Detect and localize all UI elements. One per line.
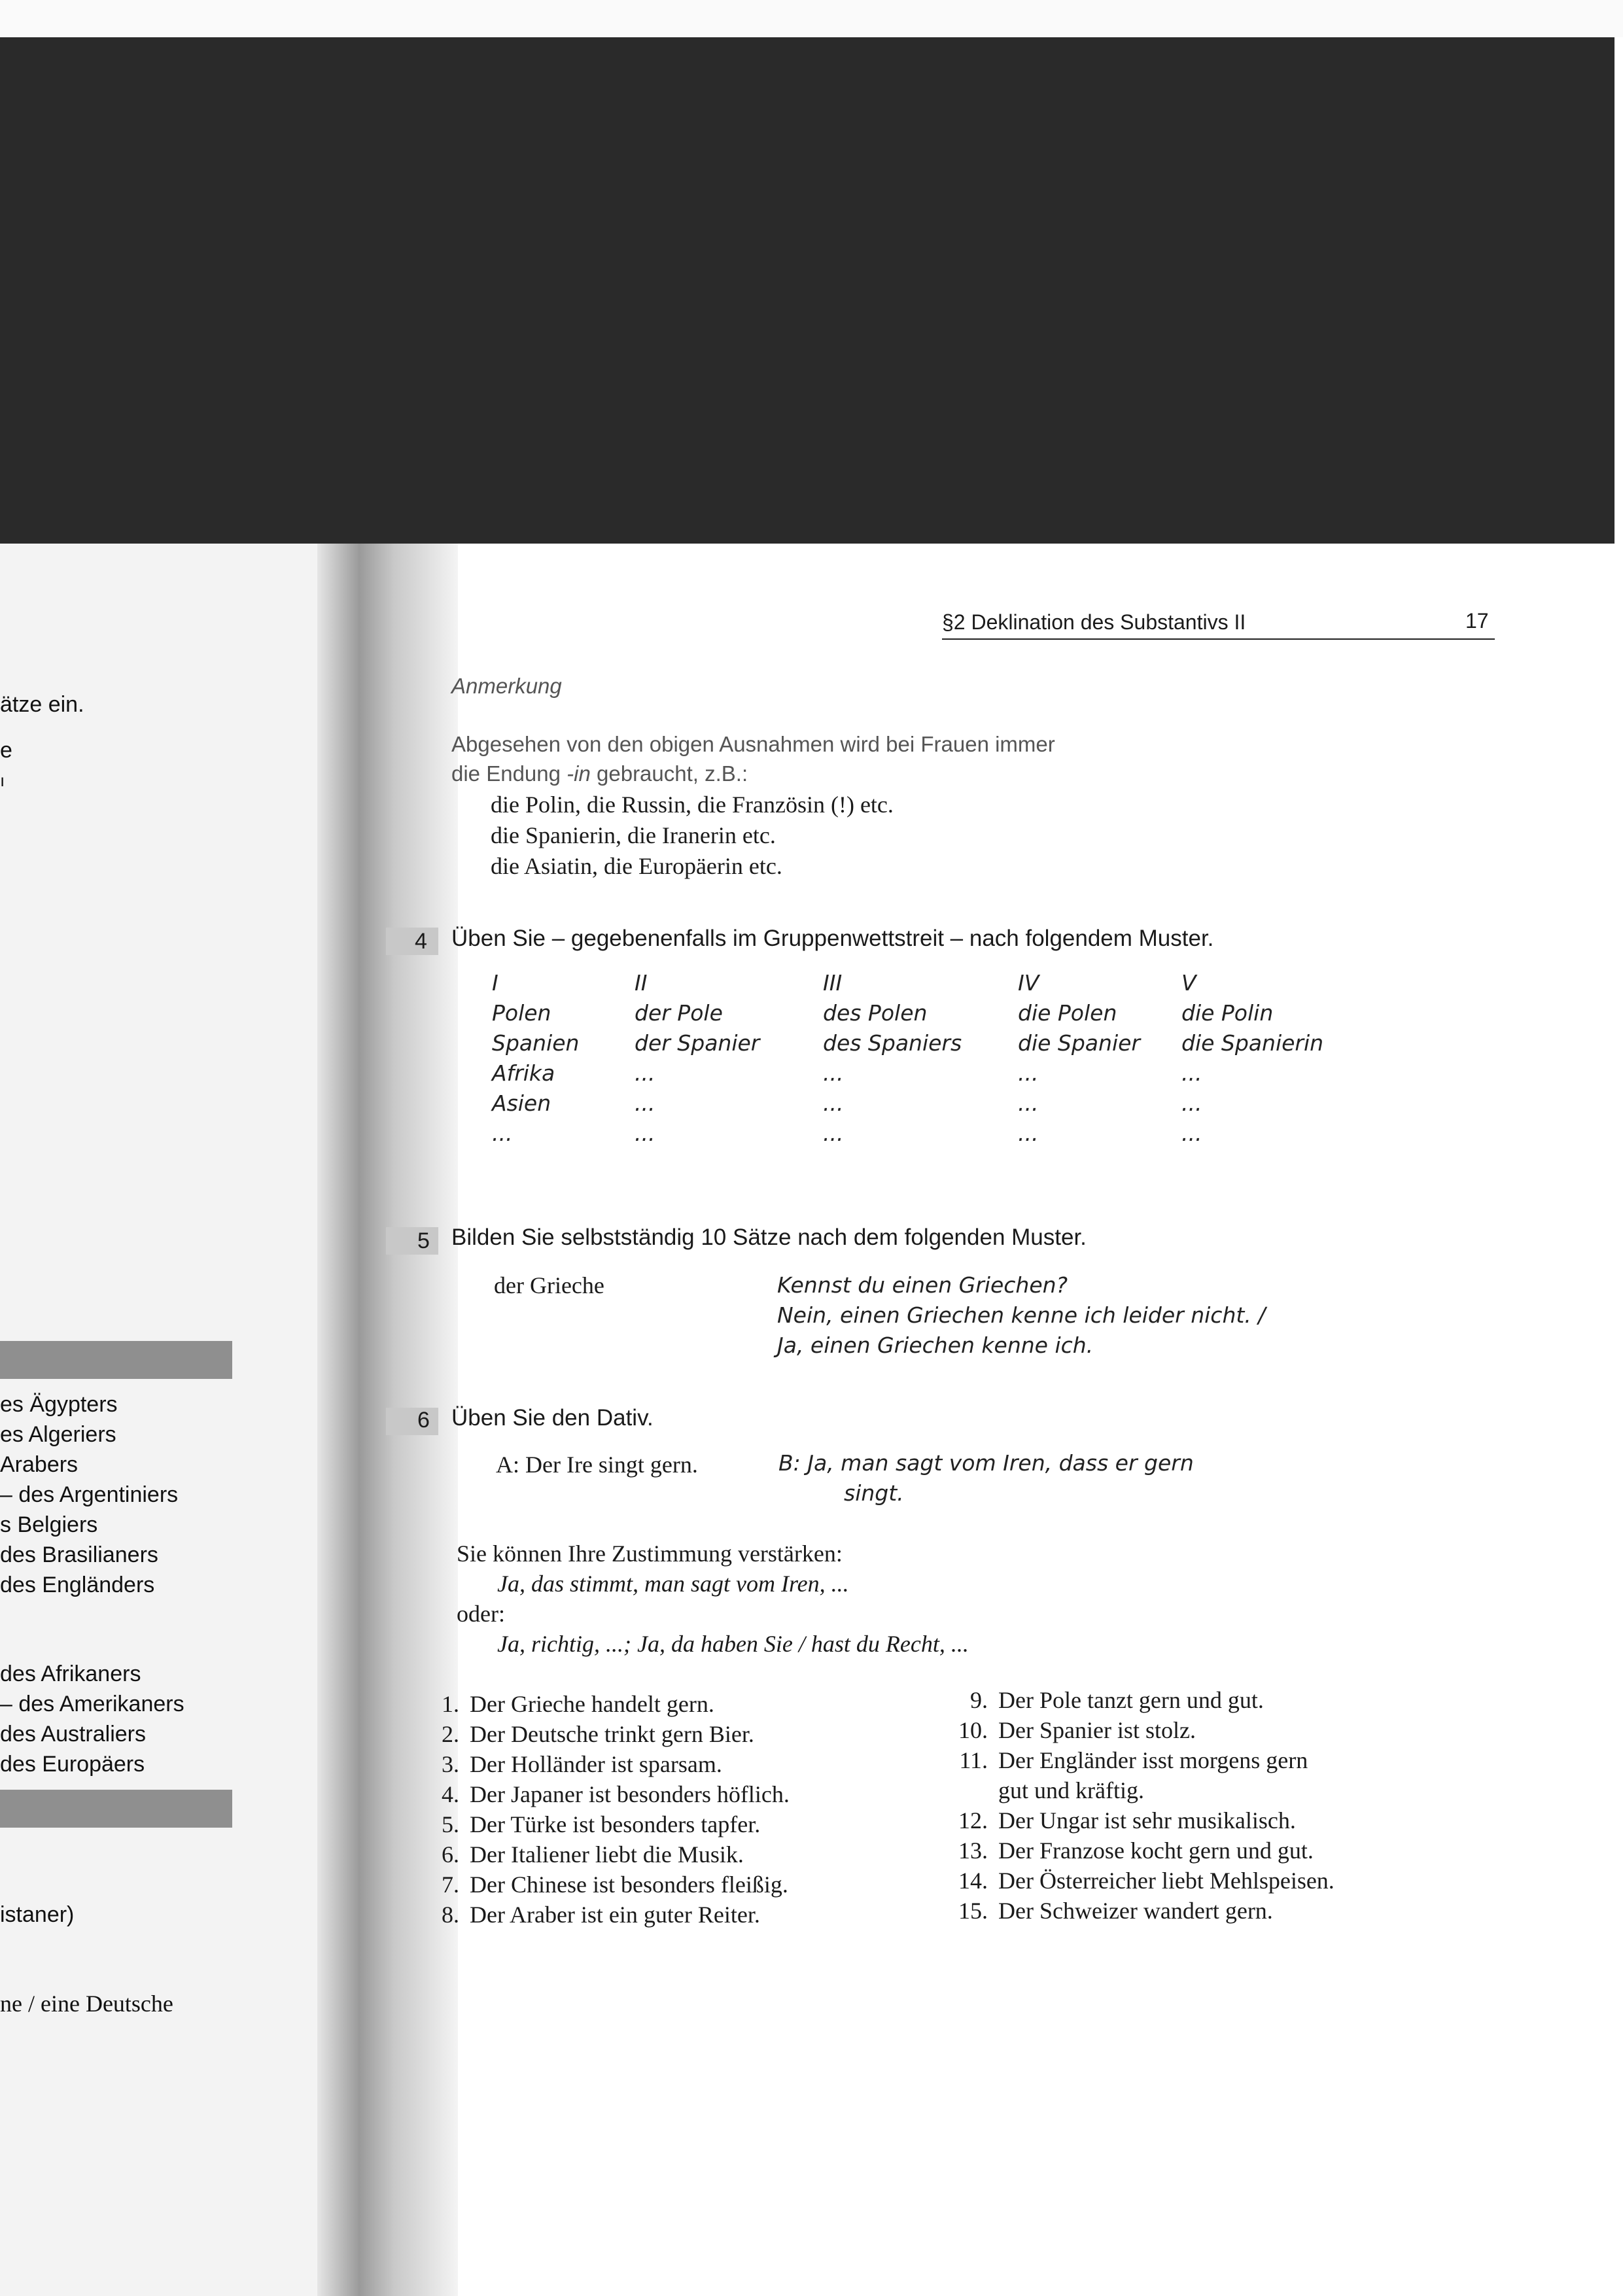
left-country: Arabers [0, 1452, 79, 1477]
item-text: Der Japaner ist besonders höflich. [470, 1781, 790, 1807]
item-number: 10. [958, 1717, 988, 1743]
table-cell: die Spanier [1018, 1030, 1140, 1056]
list-item [942, 1805, 1335, 1835]
example-dialog [777, 1270, 1265, 1361]
instruction-line: Sie können Ihre Zustimmung verstärken: [457, 1540, 843, 1567]
table-column [1018, 968, 1140, 1149]
item-text: Der Engländer isst morgens gern [998, 1747, 1308, 1773]
note-examples [491, 790, 894, 882]
exercise-title: Bilden Sie selbstständig 10 Sätze nach dem folgenden Muster. [451, 1225, 1087, 1250]
note-example: die Polin, die Russin, die Französin (!) etc. [491, 791, 894, 818]
item-text: Der Franzose kocht gern und gut. [998, 1837, 1314, 1864]
table-cell: ... [1181, 1090, 1202, 1116]
list-item [942, 1835, 1335, 1866]
table-column [1181, 968, 1323, 1149]
item-text: gut und kräftig. [998, 1777, 1144, 1803]
list-item [942, 1745, 1335, 1775]
left-country: s Belgiers [0, 1512, 98, 1537]
dialog-line: Kennst du einen Griechen? [777, 1272, 1068, 1298]
table-cell: ... [635, 1060, 655, 1086]
table-cell: ... [823, 1060, 844, 1086]
instructions [457, 1539, 969, 1659]
instruction-line: oder: [457, 1601, 505, 1627]
item-text: Der Schweizer wandert gern. [998, 1898, 1273, 1924]
item-number: 4. [442, 1781, 459, 1807]
left-gray-bar [0, 1790, 232, 1828]
left-country: es Algeriers [0, 1422, 116, 1447]
note-line [451, 759, 1055, 788]
note-example: die Spanierin, die Iranerin etc. [491, 822, 776, 848]
item-text: Der Spanier ist stolz. [998, 1717, 1196, 1743]
dialog-line: singt. [844, 1480, 904, 1506]
instruction-example: Ja, das stimmt, man sagt vom Iren, ... [497, 1571, 849, 1597]
left-gray-bar [0, 1341, 232, 1379]
exercise-title: Üben Sie den Dativ. [451, 1405, 654, 1431]
table-cell: ... [635, 1090, 655, 1116]
list-item [942, 1775, 1335, 1805]
item-number: 13. [958, 1837, 988, 1864]
list-item [419, 1779, 790, 1809]
table-cell: ... [1018, 1121, 1039, 1146]
item-number: 9. [970, 1687, 988, 1713]
item-text: Der Italiener liebt die Musik. [470, 1841, 744, 1868]
exercise-number: 6 [417, 1408, 430, 1433]
sentence-list-right [942, 1685, 1335, 1926]
item-number: 6. [442, 1841, 459, 1868]
note-line-part: gebraucht, z.B.: [590, 761, 748, 786]
example-a: A: Der Ire singt gern. [496, 1452, 698, 1478]
example-b [778, 1448, 1194, 1508]
item-number [942, 1775, 998, 1805]
list-item [942, 1715, 1335, 1745]
dialog-line: B: Ja, man sagt vom Iren, dass er gern [778, 1450, 1194, 1476]
left-fragment: ne / eine Deutsche [0, 1991, 173, 2017]
table-cell: ... [635, 1121, 655, 1146]
table-cell: die Spanierin [1181, 1030, 1324, 1056]
item-text: Der Pole tanzt gern und gut. [998, 1687, 1264, 1713]
item-number: 2. [442, 1721, 459, 1747]
table-cell: Asien [492, 1090, 551, 1116]
exercise-number: 4 [415, 929, 427, 954]
example-word: der Grieche [494, 1272, 604, 1298]
left-country: – des Amerikaners [0, 1692, 184, 1716]
table-cell: ... [492, 1121, 513, 1146]
item-number: 7. [442, 1871, 459, 1898]
table-cell: ... [823, 1090, 844, 1116]
table-cell: des Spaniers [823, 1030, 962, 1056]
list-item [419, 1809, 790, 1839]
list-item [419, 1900, 790, 1930]
list-item [942, 1866, 1335, 1896]
note-suffix: -in [567, 761, 591, 786]
page-number: 17 [1465, 609, 1489, 633]
note-line: Abgesehen von den obigen Ausnahmen wird bei Frauen immer [451, 732, 1055, 756]
exercise-number-box [386, 928, 438, 955]
table-cell: der Spanier [635, 1030, 760, 1056]
table-cell: des Polen [823, 1000, 928, 1026]
item-text: Der Österreicher liebt Mehlspeisen. [998, 1868, 1335, 1894]
item-number: 5. [442, 1811, 459, 1837]
table-cell: ... [1181, 1121, 1202, 1146]
dialog-line: Ja, einen Griechen kenne ich. [777, 1332, 1094, 1358]
column-head: IV [1018, 970, 1039, 996]
scan-top-margin [0, 0, 1623, 37]
item-text: Der Chinese ist besonders fleißig. [470, 1871, 788, 1898]
item-text: Der Türke ist besonders tapfer. [470, 1811, 761, 1837]
exercise-title: Üben Sie – gegebenenfalls im Gruppenwettstreit – nach folgendem Muster. [451, 926, 1214, 951]
left-country: des Brasilianers [0, 1542, 158, 1567]
note-line-part: die Endung [451, 761, 567, 786]
instruction-example: Ja, richtig, ...; Ja, da haben Sie / hast du Recht, ... [497, 1631, 969, 1657]
item-number: 15. [958, 1898, 988, 1924]
exercise-number-box [386, 1227, 438, 1255]
table-column [492, 968, 579, 1149]
table-cell: ... [823, 1121, 844, 1146]
item-text: Der Grieche handelt gern. [470, 1691, 714, 1717]
item-number: 8. [442, 1902, 459, 1928]
item-number: 14. [958, 1868, 988, 1894]
left-fragment: ätze ein. [0, 692, 84, 717]
left-fragment: e [0, 738, 12, 763]
list-item [942, 1685, 1335, 1715]
left-country: des Australiers [0, 1722, 146, 1747]
column-head: II [635, 970, 648, 996]
table-cell: Polen [492, 1000, 551, 1026]
list-item [419, 1839, 790, 1870]
left-fragment: ı [0, 771, 5, 790]
sentence-list-left [419, 1689, 790, 1930]
list-item [419, 1749, 790, 1779]
note-title: Anmerkung [451, 674, 562, 698]
exercise-number: 5 [417, 1228, 430, 1253]
list-item [419, 1870, 790, 1900]
table-cell: die Polen [1018, 1000, 1117, 1026]
column-head: V [1181, 970, 1196, 996]
scan-dark-area [0, 37, 1614, 544]
list-item [419, 1719, 790, 1749]
note-text [451, 729, 1055, 788]
list-item [419, 1689, 790, 1719]
note-example: die Asiatin, die Europäerin etc. [491, 853, 782, 879]
item-text: Der Holländer ist sparsam. [470, 1751, 722, 1777]
table-cell: ... [1018, 1090, 1039, 1116]
exercise-number-box [386, 1408, 438, 1435]
table-cell: ... [1181, 1060, 1202, 1086]
header-rule [942, 638, 1495, 640]
item-number: 12. [958, 1807, 988, 1834]
table-column [635, 968, 759, 1149]
left-country: des Afrikaners [0, 1661, 141, 1686]
item-number: 1. [442, 1691, 459, 1717]
dialog-line: Nein, einen Griechen kenne ich leider nicht. / [777, 1302, 1266, 1328]
item-number: 3. [442, 1751, 459, 1777]
item-text: Der Ungar ist sehr musikalisch. [998, 1807, 1296, 1834]
left-country: es Ägypters [0, 1392, 118, 1417]
left-country: – des Argentiniers [0, 1482, 179, 1507]
table-cell: ... [1018, 1060, 1039, 1086]
left-country: des Engländers [0, 1573, 155, 1597]
table-cell: der Pole [635, 1000, 723, 1026]
column-head: I [492, 970, 498, 996]
running-header: §2 Deklination des Substantivs II [942, 610, 1246, 634]
item-text: Der Deutsche trinkt gern Bier. [470, 1721, 754, 1747]
table-column [823, 968, 962, 1149]
left-fragment: istaner) [0, 1902, 75, 1927]
list-item [942, 1896, 1335, 1926]
item-number: 11. [959, 1747, 988, 1773]
item-text: Der Araber ist ein guter Reiter. [470, 1902, 760, 1928]
table-cell: Afrika [492, 1060, 555, 1086]
column-head: III [823, 970, 843, 996]
left-country: des Europäers [0, 1752, 145, 1777]
left-page [0, 544, 334, 2296]
table-cell: Spanien [492, 1030, 580, 1056]
table-cell: die Polin [1181, 1000, 1274, 1026]
